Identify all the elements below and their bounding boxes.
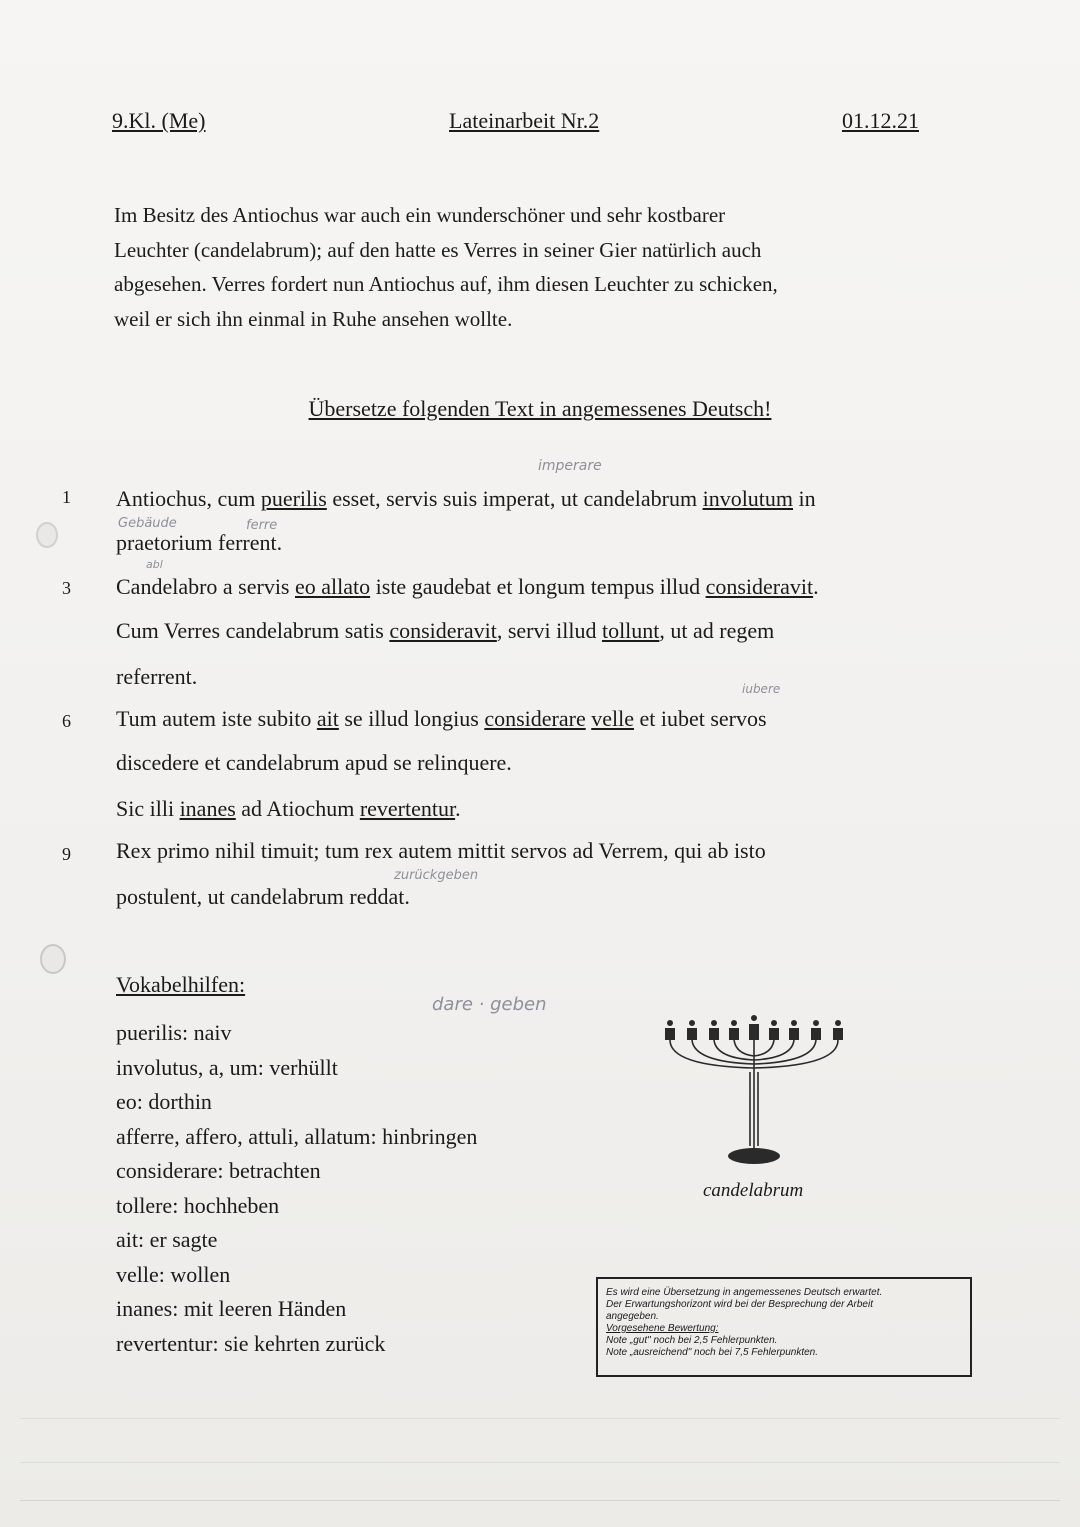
- underlined-word: consideravit: [705, 574, 814, 599]
- text-segment: et iubet servos: [633, 706, 767, 731]
- candelabrum-caption: candelabrum: [703, 1180, 804, 1201]
- underlined-word: tollunt: [601, 618, 660, 643]
- underlined-word: inanes: [179, 796, 236, 821]
- text-segment: Tum autem iste subito: [116, 706, 317, 731]
- underlined-word: puerilis: [260, 486, 327, 511]
- text-segment: , ut ad regem: [659, 618, 775, 643]
- latin-line: [116, 486, 816, 512]
- underlined-word: involutum: [702, 486, 794, 511]
- grading-note-box: [596, 1277, 972, 1377]
- vocab-item: velle: wollen: [116, 1261, 231, 1287]
- line-number: 1: [62, 487, 71, 507]
- underlined-word: revertentur: [359, 796, 456, 821]
- latin-line: [116, 618, 774, 644]
- handwritten-note-abl: abl: [146, 558, 163, 571]
- task-instruction: [0, 396, 1080, 422]
- underlined-word: ait: [316, 706, 339, 731]
- intro-line: Leuchter (candelabrum); auf den hatte es Verres in seiner Gier natürlich auch: [114, 237, 762, 262]
- line-number: 3: [62, 578, 71, 598]
- latin-line: [116, 706, 767, 732]
- vocab-item: considerare: betrachten: [116, 1158, 321, 1183]
- text-segment: ad Atiochum: [235, 796, 360, 821]
- intro-paragraph: [114, 198, 934, 336]
- latin-line: discedere et candelabrum apud se relinquere.: [116, 750, 512, 775]
- latin-line: [116, 574, 819, 600]
- vocab-item: ait: er sagte: [116, 1227, 218, 1252]
- vocab-item: inanes: mit leeren Händen: [116, 1296, 347, 1321]
- vocab-item: eo: dorthin: [116, 1089, 212, 1114]
- class-label: 9.Kl. (Me): [112, 108, 206, 133]
- text-segment: iste gaudebat et longum tempus illud: [370, 574, 706, 599]
- underlined-word: consideravit: [389, 618, 497, 643]
- text-segment: Sic illi: [116, 796, 180, 821]
- page-title: Lateinarbeit Nr.2: [449, 108, 600, 133]
- handwritten-note-gebaeude: Gebäude: [118, 516, 177, 531]
- scan-line: [20, 1418, 1060, 1419]
- note-line: Der Erwartungshorizont wird bei der Besprechung der Arbeit: [606, 1299, 873, 1310]
- handwritten-note-iubere: iubere: [742, 682, 781, 696]
- date-label: 01.12.21: [842, 108, 919, 133]
- latin-line: referrent.: [116, 664, 198, 689]
- vocab-item: puerilis: naiv: [116, 1020, 232, 1045]
- underlined-word: eo allato: [295, 574, 371, 599]
- punch-hole-top: [36, 522, 58, 548]
- note-line: angegeben.: [606, 1311, 659, 1322]
- text-segment: Candelabro a servis: [116, 574, 295, 599]
- text-segment: esset, servis suis imperat, ut candelabrum: [326, 486, 703, 511]
- vocab-item: tollere: hochheben: [116, 1192, 280, 1218]
- intro-line: abgesehen. Verres fordert nun Antiochus auf, ihm diesen Leuchter zu schicken,: [114, 272, 778, 296]
- handwritten-note-imperare: imperare: [538, 458, 602, 474]
- latin-line: postulent, ut candelabrum reddat.: [116, 884, 410, 909]
- line-number: 6: [62, 711, 71, 731]
- vocab-item: revertentur: sie kehrten zurück: [116, 1330, 386, 1356]
- note-line: Vorgesehene Bewertung:: [606, 1323, 719, 1334]
- note-line: Es wird eine Übersetzung in angemessenes Deutsch erwartet.: [606, 1287, 883, 1298]
- latin-line: [116, 796, 461, 822]
- text-segment: .: [813, 574, 819, 599]
- scan-line: [20, 1462, 1060, 1463]
- note-line: Note „gut" noch bei 2,5 Fehlerpunkten.: [606, 1335, 778, 1346]
- text-segment: Cum Verres candelabrum satis: [116, 618, 390, 643]
- scan-line: [20, 1500, 1060, 1501]
- latin-line: praetorium ferrent.: [116, 530, 283, 555]
- candelabrum-illustration: [656, 1012, 852, 1170]
- underlined-word: considerare: [484, 706, 586, 731]
- task-text: Übersetze folgenden Text in angemessenes Deutsch!: [308, 396, 772, 421]
- punch-hole-bottom: [40, 944, 66, 974]
- line-number: 9: [62, 844, 71, 864]
- vocab-heading: Vokabelhilfen:: [116, 972, 246, 997]
- latin-line: Rex primo nihil timuit; tum rex autem mittit servos ad Verrem, qui ab isto: [116, 838, 766, 863]
- vocab-item: afferre, affero, attuli, allatum: hinbringen: [116, 1123, 478, 1149]
- handwritten-note-ferre: ferre: [246, 518, 278, 533]
- underlined-word: velle: [591, 706, 634, 731]
- intro-line: Im Besitz des Antiochus war auch ein wunderschöner und sehr kostbarer: [114, 203, 726, 227]
- handwritten-note-dare: dare · geben: [432, 994, 547, 1015]
- text-segment: in: [793, 486, 816, 511]
- text-segment: , servi illud: [496, 618, 602, 643]
- vocab-item: involutus, a, um: verhüllt: [116, 1054, 338, 1080]
- intro-line: weil er sich ihn einmal in Ruhe ansehen wollte.: [114, 306, 513, 331]
- text-segment: se illud longius: [338, 706, 485, 731]
- handwritten-note-zurueckgeben: zurückgeben: [394, 868, 479, 883]
- vocab-list: [116, 1016, 477, 1361]
- text-segment: .: [455, 796, 461, 821]
- note-line: Note „ausreichend" noch bei 7,5 Fehlerpunkten.: [606, 1347, 819, 1358]
- text-segment: Antiochus, cum: [116, 486, 261, 511]
